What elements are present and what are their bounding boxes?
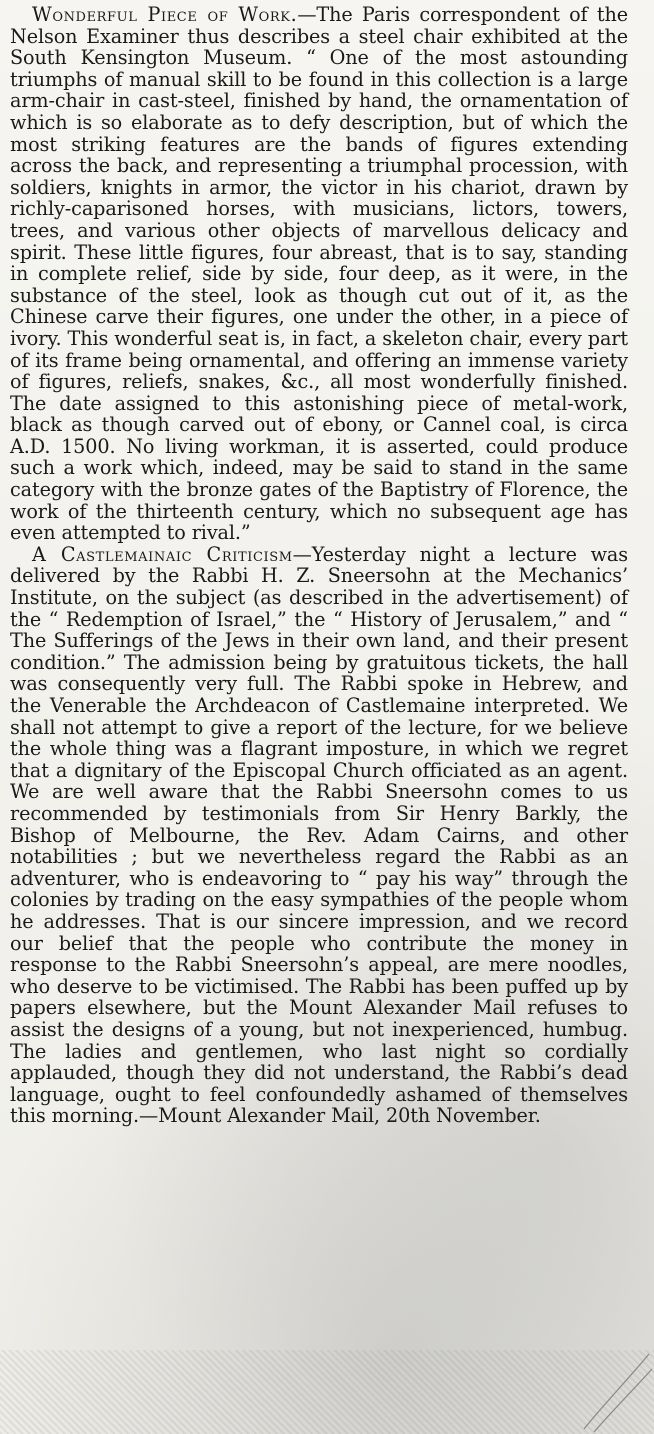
article-column	[10, 4, 628, 1127]
article-castlemainaic-criticism	[10, 544, 628, 1127]
article-heading: Wonderful Piece of Work.	[32, 3, 298, 26]
article-body: —The Paris correspondent of the Nelson Examiner thus describes a steel chair exhibited at the South Kensington Museum. “ One of the most astounding triumphs of manual skill to be found in this collection is a large arm-chair in cast-steel, finished by hand, the ornamentation of which is so elaborate as to defy description, but of which the most striking features are the bands of figures extending across the back, and representing a triumphal procession, with soldiers, knights in armor, the victor in his chariot, drawn by richly-caparisoned horses, with musicians, lictors, towers, trees, and various other objects of marvellous delicacy and spirit. These little figures, four abreast, that is to say, standing in complete relief, side by side, four deep, as it were, in the substance of the steel, look as though cut out of it, as the Chinese carve their figures, one under the other, in a piece of ivory. This wonderful seat is, in fact, a skeleton chair, every part of its frame being ornamental, and offering an immense variety of figures, reliefs, snakes, &c., all most wonderfully finished. The date assigned to this astonishing piece of metal-work, black as though carved out of ebony, or Cannel coal, is circa A.D. 1500. No living workman, it is asserted, could produce such a work which, indeed, may be said to stand in the same category with the bronze gates of the Baptistry of Florence, the work of the thirteenth century, which no subsequent age has even attempted to rival.”	[10, 3, 628, 545]
article-wonderful-piece-of-work	[10, 4, 628, 544]
print-noise	[0, 1350, 654, 1434]
article-heading: A Castlemainaic Criticism	[32, 542, 293, 566]
article-body: —Yesterday night a lecture was delivered by the Rabbi H. Z. Sneersohn at the Mechanics’ Institute, on the subject (as described in the advertisement) of the “ Redemption of Israel,” the “ History of Jerusalem,” and “ The Sufferings of the Jews in their own land, and their present condition.” The admission being by gratuitous tickets, the hall was consequently very full. The Rabbi spoke in Hebrew, and the Venerable the Archdeacon of Castlemaine interpreted. We shall not attempt to give a report of the lecture, for we believe the whole thing was a flagrant imposture, in which we regret that a dignitary of the Episcopal Church officiated as an agent. We are well aware that the Rabbi Sneersohn comes to us recommended by testimonials from Sir Henry Barkly, the Bishop of Melbourne, the Rev. Adam Cairns, and other notabilities ; but we nevertheless regard the Rabbi as an adventurer, who is endeavoring to “ pay his way” through the colonies by trading on the easy sympathies of the people whom he addresses. That is our sincere impression, and we record our belief that the people who contribute the money in response to the Rabbi Sneersohn’s appeal, are mere noodles, who deserve to be victimised. The Rabbi has been puffed up by papers elsewhere, but the Mount Alexander Mail refuses to assist the designs of a young, but not inexperienced, humbug. The ladies and gentlemen, who last night so cordially applauded, though they did not understand, the Rabbi’s dead language, ought to feel confoundedly ashamed of themselves this morning.—Mount Alexander Mail, 20th November.	[10, 542, 628, 1128]
pencil-scribble	[574, 1344, 654, 1434]
